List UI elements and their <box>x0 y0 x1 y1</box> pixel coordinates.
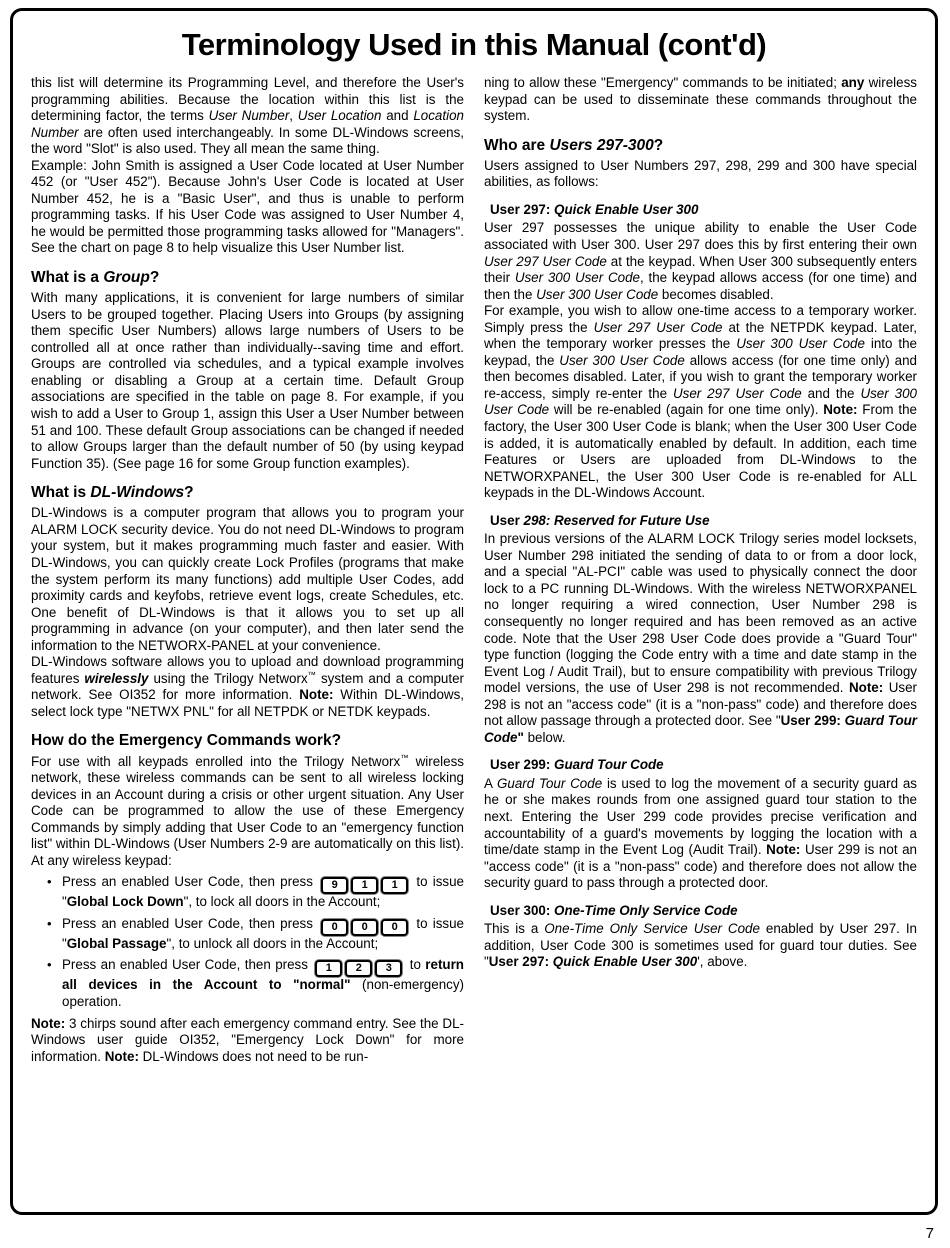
text-run: , <box>289 108 298 124</box>
text-run: are often used interchangeably. In some DL-Windows screens, the word "Slot" is also used. They all mean the same thing. <box>31 124 464 157</box>
text-run: Within DL-Windows, select lock type "NETWX PNL" for all NETPDK or NETDK keypads. <box>31 687 464 719</box>
text-run: ? <box>653 136 664 154</box>
text-run: to <box>405 957 426 973</box>
text-run: Note: <box>848 680 884 696</box>
text-run: Users assigned to User Numbers 297, 298, 299 and 300 have special abilities, as follows: <box>484 157 917 190</box>
column-left <box>31 75 464 1065</box>
text-run: One-Time Only Service Code <box>554 902 738 918</box>
text-run: From the factory, the User 300 User Code is blank; when the User 300 User Code is added, it is automatically enabled by default. In addition, each time Features or Users are uploaded from DL-Windows to the NETWORXPANEL, the User 300 User Code is re-enabled for ALL keypads in the DL-Windows Account. <box>484 402 917 501</box>
keypad-key-icon: 0 <box>381 919 408 936</box>
text-run: User 300 User Code <box>559 352 685 368</box>
bullet-item <box>47 957 464 1010</box>
paragraph <box>484 220 917 303</box>
bullet-icon: • <box>47 915 52 931</box>
text-run: Quick Enable User 300 <box>552 954 698 970</box>
text-run: User 297: <box>490 201 555 217</box>
text-run: A <box>484 775 497 791</box>
subsection-heading <box>490 202 917 219</box>
keypad-keys <box>315 960 402 977</box>
text-run: User 298 is not an "access code" (it is a "non-pass" code) and therefore does not allow passage through a protected door. See " <box>484 680 917 729</box>
text-run: ', above. <box>697 954 748 970</box>
text-run: This is a <box>484 921 545 937</box>
text-run: Note: <box>823 402 858 418</box>
text-run: Note: <box>766 842 801 858</box>
text-run: User 300: <box>490 902 555 918</box>
text-run: How do the Emergency Commands work? <box>31 732 342 750</box>
keypad-keys <box>321 919 408 936</box>
paragraph <box>31 654 464 720</box>
page-title: Terminology Used in this Manual (cont'd) <box>181 27 767 62</box>
keypad-key-icon: 1 <box>381 877 408 894</box>
text-run: Note: <box>31 1015 66 1031</box>
text-run: User 300 User Code <box>536 286 659 302</box>
text-run: Quick Enable User 300 <box>554 201 699 217</box>
text-run: ™ <box>307 669 316 680</box>
text-run: return all devices in the Account to "normal" <box>62 957 464 993</box>
text-run: User Number <box>208 108 290 124</box>
page-border <box>10 8 938 1215</box>
page-number: 7 <box>925 1225 934 1242</box>
text-run: User 297 possesses the unique ability to enable the User Code associated with User 300. User 297 does this by first entering their own <box>484 220 917 252</box>
text-run: Guard Tour Code <box>497 775 603 791</box>
text-run: User 297 User Code <box>672 385 802 401</box>
paragraph <box>31 290 464 472</box>
text-run: ", to unlock all doors in the Account; <box>166 935 379 951</box>
text-run: to issue " <box>62 874 464 910</box>
keypad-keys <box>321 877 408 894</box>
text-run: using the Trilogy Networx <box>148 670 308 686</box>
text-run: this list will determine its Programming Level, and therefore the User's programming abilities. Because the location within this list is the determining factor, the terms <box>31 75 464 124</box>
text-run: User 297: <box>488 954 553 970</box>
text-run: Global Passage <box>66 935 167 951</box>
text-run: User 300 User Code <box>514 270 640 286</box>
text-run: Users 297-300 <box>549 136 654 154</box>
text-run: User 297 User Code <box>484 253 607 269</box>
text-run: Guard Tour Code <box>554 757 664 773</box>
bullet-item <box>47 916 464 953</box>
text-run: ? <box>184 484 194 502</box>
keypad-key-icon: 0 <box>321 919 348 936</box>
text-run: below. <box>523 729 566 745</box>
text-run: User 299: <box>780 713 845 729</box>
text-run: User 299 is not an "access code" (it is a "non-pass" code) and therefore does not allow the security guard to pass through a protected door. <box>484 842 917 891</box>
section-heading <box>31 483 464 502</box>
paragraph <box>484 776 917 892</box>
paragraph <box>31 158 464 257</box>
text-run: will be re-enabled (again for one time only). <box>549 402 824 418</box>
text-run: 298: Reserved for Future Use <box>523 512 710 528</box>
bullet-text <box>62 957 464 1010</box>
text-run: Guard Tour Code <box>484 713 918 745</box>
text-run: " <box>517 729 524 745</box>
text-run: to issue " <box>62 915 464 951</box>
text-run: Press an enabled User Code, then press <box>62 915 319 931</box>
bullet-text <box>62 874 464 911</box>
paragraph <box>31 505 464 654</box>
bullet-icon: • <box>47 874 52 890</box>
paragraph <box>484 531 917 746</box>
text-run: Note: <box>104 1048 139 1064</box>
text-run: is used to log the movement of a security guard as he or she makes rounds from one assigned guard tour station to the next. Entering the User 299 code provides precise verification and accountability of a guard's movements by logging the location with a time/date stamp in the Event Log (Audit Trail). <box>484 775 917 858</box>
text-run: Group <box>103 269 150 287</box>
section-heading <box>31 731 464 750</box>
text-run: at the NETPDK keypad. Later, when the temporary worker presses the <box>484 319 918 352</box>
keypad-key-icon: 2 <box>345 960 372 977</box>
text-run: Press an enabled User Code, then press <box>62 874 319 890</box>
text-run: allows access (for one time only) and then becomes disabled. Later, if you wish to grant the temporary worker re-access, simply re-enter the <box>484 352 917 401</box>
text-run: 3 chirps sound after each emergency command entry. See the DL-Windows user guide OI352, "Emergency Lock Down" for more information. <box>31 1015 464 1064</box>
text-run: User 299: <box>490 757 555 773</box>
text-run: User 297 User Code <box>593 319 723 335</box>
text-run: Who are <box>484 136 550 154</box>
text-run: What is <box>31 484 91 502</box>
section-heading <box>484 136 917 155</box>
text-run: One-Time Only Service User Code <box>544 921 760 937</box>
text-run: at the keypad. When User 300 subsequently enters their <box>484 253 918 286</box>
paragraph <box>31 75 464 158</box>
text-run: becomes disabled. <box>658 286 774 302</box>
text-run: DL-Windows is a computer program that allows you to program your ALARM LOCK security device. You do not need DL-Windows to program your system, but it makes programming much faster and easier. With DL-Windows, you can quickly create Lock Profiles (programs that make the system perform its many functions) add multiple User Codes, add proximity cards and keyfobs, retrieve event logs, create Schedules, etc. One benefit of DL-Windows is that it allows you to set up all programming in advance (on your computer), and then later send the information to the NETWORX-PANEL at your convenience. <box>31 505 464 653</box>
bullet-item <box>47 874 464 911</box>
text-run: User 300 User Code <box>736 336 865 352</box>
text-run: In previous versions of the ALARM LOCK Trilogy series model locksets, User Number 298 initiated the sending of data to or from a door lock, and a special "AL-PCI" cable was used to physically connect the door lock to a PC running DL-Windows. With the wireless NETWORXPANEL no longer requiring a wired connection, User Number 298 is consequently no longer required and has been removed as an active code. Note that the User 298 User Code does provide a "Guard Tour" type function (logging the Code entry with a time and date stamp in the Event Log / Audit Trail), but to ensure compatibility with previous Trilogy model versions, the use of User 298 is not recommended. <box>484 531 917 696</box>
text-run: DL-Windows software allows you to upload and download programming features <box>31 654 464 686</box>
column-right <box>484 75 917 1065</box>
text-run: Global Lock Down <box>66 894 184 910</box>
text-run: DL-Windows does not need to be run- <box>138 1048 369 1064</box>
text-run: system and a computer network. See OI352 for more information. <box>31 670 465 703</box>
keypad-key-icon: 1 <box>315 960 342 977</box>
text-run: User 300 User Code <box>484 385 917 418</box>
subsection-heading <box>490 513 917 530</box>
text-run: Location Number <box>31 108 464 140</box>
paragraph <box>31 1016 464 1066</box>
bullet-text <box>62 916 464 953</box>
paragraph <box>484 158 917 191</box>
keypad-key-icon: 3 <box>375 960 402 977</box>
text-run: What is a <box>31 269 104 287</box>
paragraph <box>31 754 464 870</box>
text-run: Note: <box>299 687 334 703</box>
text-run: ", to lock all doors in the Account; <box>183 894 381 910</box>
text-run: ™ <box>400 752 409 763</box>
text-run: ? <box>149 269 160 287</box>
paragraph <box>484 303 917 502</box>
text-run: and <box>381 108 414 124</box>
text-run: wirelessly <box>84 670 149 686</box>
text-run: enabled by User 297. In addition, User Code 300 is sometimes used for guard tour duties. See " <box>484 921 918 970</box>
text-run: User Location <box>297 108 382 124</box>
text-run: Press an enabled User Code, then press <box>62 957 313 973</box>
bullet-icon: • <box>47 957 52 973</box>
section-heading <box>31 268 464 287</box>
text-run: DL-Windows <box>90 484 185 502</box>
content-columns <box>31 75 917 1065</box>
text-run: For use with all keypads enrolled into the Trilogy Networx <box>31 753 401 769</box>
text-run: wireless keypad can be used to disseminate these commands throughout the system. <box>484 75 917 124</box>
text-run: into the keypad, the <box>484 336 917 368</box>
text-run: , the keypad allows access (for one time) and then the <box>484 270 917 302</box>
text-run: Example: John Smith is assigned a User Code located at User Number 452 (or "User 452"). Because John's User Code is located at User Number 452, he is a "Basic User", and thus is unable to perform programming tasks. If his User Code was assigned to User Number 4, he would be permitted those programming tasks allowed for "Managers". See the chart on page 8 to help visualize this User Number list. <box>31 157 464 256</box>
subsection-heading <box>490 903 917 920</box>
text-run: User <box>490 512 524 528</box>
keypad-key-icon: 1 <box>351 877 378 894</box>
text-run: (non-emergency) operation. <box>62 977 464 1010</box>
text-run: wireless network, these wireless commands can be sent to all wireless locking devices in an Account during a crisis or other urgent situation. Any User Code can be programmed to allow the use of these Emergency Commands by simply adding that User Code to an "emergency function list" within DL-Windows (User Numbers 2-9 are automatically on this list). At any wireless keypad: <box>31 753 464 868</box>
text-run: and the <box>801 385 861 401</box>
text-run: any <box>841 75 865 90</box>
text-run: For example, you wish to allow one-time access to a temporary worker. Simply press the <box>484 303 917 335</box>
paragraph <box>484 75 917 125</box>
text-run: With many applications, it is convenient for large numbers of similar Users to be grouped together. Placing Users into Groups (by assigning them specific User Numbers) allows large numbers of Users to be controlled all at once rather than individually--saving time and effort. Groups are controlled via schedules, and a typical example involves enabling or disabling a Group at a certain time. Default Group associations are specified in the table on page 8. For example, if you wish to add a User to Group 1, assign this User a User Number between 51 and 100. These default Group associations can be changed if needed to allow Groups larger than the default number of 50 (by using keypad Function 35). (See page 16 for some Group function examples). <box>31 290 464 471</box>
keypad-key-icon: 9 <box>321 877 348 894</box>
text-run: ning to allow these "Emergency" commands to be initiated; <box>484 75 842 90</box>
keypad-key-icon: 0 <box>351 919 378 936</box>
paragraph <box>484 921 917 971</box>
subsection-heading <box>490 757 917 774</box>
